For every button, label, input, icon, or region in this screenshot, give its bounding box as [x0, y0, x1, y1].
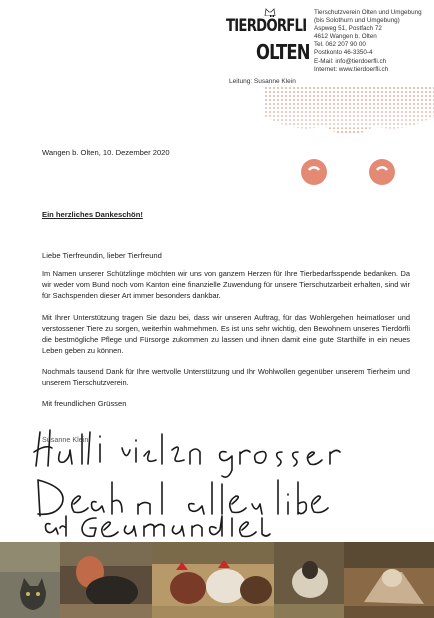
address-line: E-Mail: info@tierdoerfli.ch — [314, 57, 387, 65]
cat-face-graphic — [264, 86, 434, 194]
letter-paragraph: Im Namen unserer Schützlinge möchten wir uns von ganzem Herzen für Ihre Tierbedarfsspende bedanken. Da wir weder vom Bund noch vom Kanton eine finanzielle Zuwendung für unsere Tierschutzarbeit erhalten, sind wir für Sachspenden dieser Art immer besonders dankbar. — [42, 269, 410, 300]
letter-subject: Ein herzliches Dankeschön! — [42, 210, 143, 219]
photo-goat — [344, 542, 434, 618]
cat-eye-right — [369, 159, 395, 185]
letter-date: Wangen b. Olten, 10. Dezember 2020 — [42, 148, 170, 157]
logo-subtitle: OLTEN — [256, 40, 310, 64]
photo-strip — [0, 542, 434, 618]
signer-name: Susanne Klein — [42, 435, 89, 444]
address-line: Postkonto 46-3350-4 — [314, 49, 373, 57]
photo-pig — [60, 542, 152, 618]
cat-ears-icon — [264, 8, 276, 16]
handwritten-note — [26, 422, 416, 540]
leitung-text: Leitung: Susanne Klein — [229, 78, 296, 85]
address-line: Aspweg 51, Postfach 72 — [314, 25, 382, 33]
letter-closing: Mit freundlichen Grüssen — [42, 399, 127, 408]
letter-paragraph: Mit Ihrer Unterstützung tragen Sie dazu bei, dass wir unseren Auftrag, für das Wohlergehen heimatloser und verstossener Tiere zu sorgen, weiterhin wahrnehmen. Es ist uns sehr wichtig, den Bewohnern unseres Tierdörfli die bestmögliche Pflege und Fürsorge zukommen zu lassen und ihnen damit eine gute Starthilfe in ein neues Leben geben zu können. — [42, 313, 410, 355]
address-block — [314, 9, 432, 74]
letter-paragraph: Nochmals tausend Dank für Ihre wertvolle Unterstützung und Ihr Wohlwollen gegenüber unserem Tierheim und unserem Tierschutzverein. — [42, 367, 410, 387]
letter-greeting: Liebe Tierfreundin, lieber Tierfreund — [42, 251, 162, 260]
cat-eye-left — [301, 159, 327, 185]
address-line: Internet: www.tierdoerfli.ch — [314, 65, 389, 73]
address-line: (bis Solothurn und Umgebung) — [314, 17, 400, 25]
logo-title: TIERDÖRFLI — [226, 16, 307, 36]
address-line: 4612 Wangen b. Olten — [314, 33, 377, 41]
photo-chickens — [152, 542, 274, 618]
photo-cat — [0, 542, 60, 618]
photo-sheep — [274, 542, 344, 618]
address-line: Tel. 062 207 90 00 — [314, 41, 366, 49]
address-line: Tierschutzverein Olten und Umgebung — [314, 9, 422, 16]
